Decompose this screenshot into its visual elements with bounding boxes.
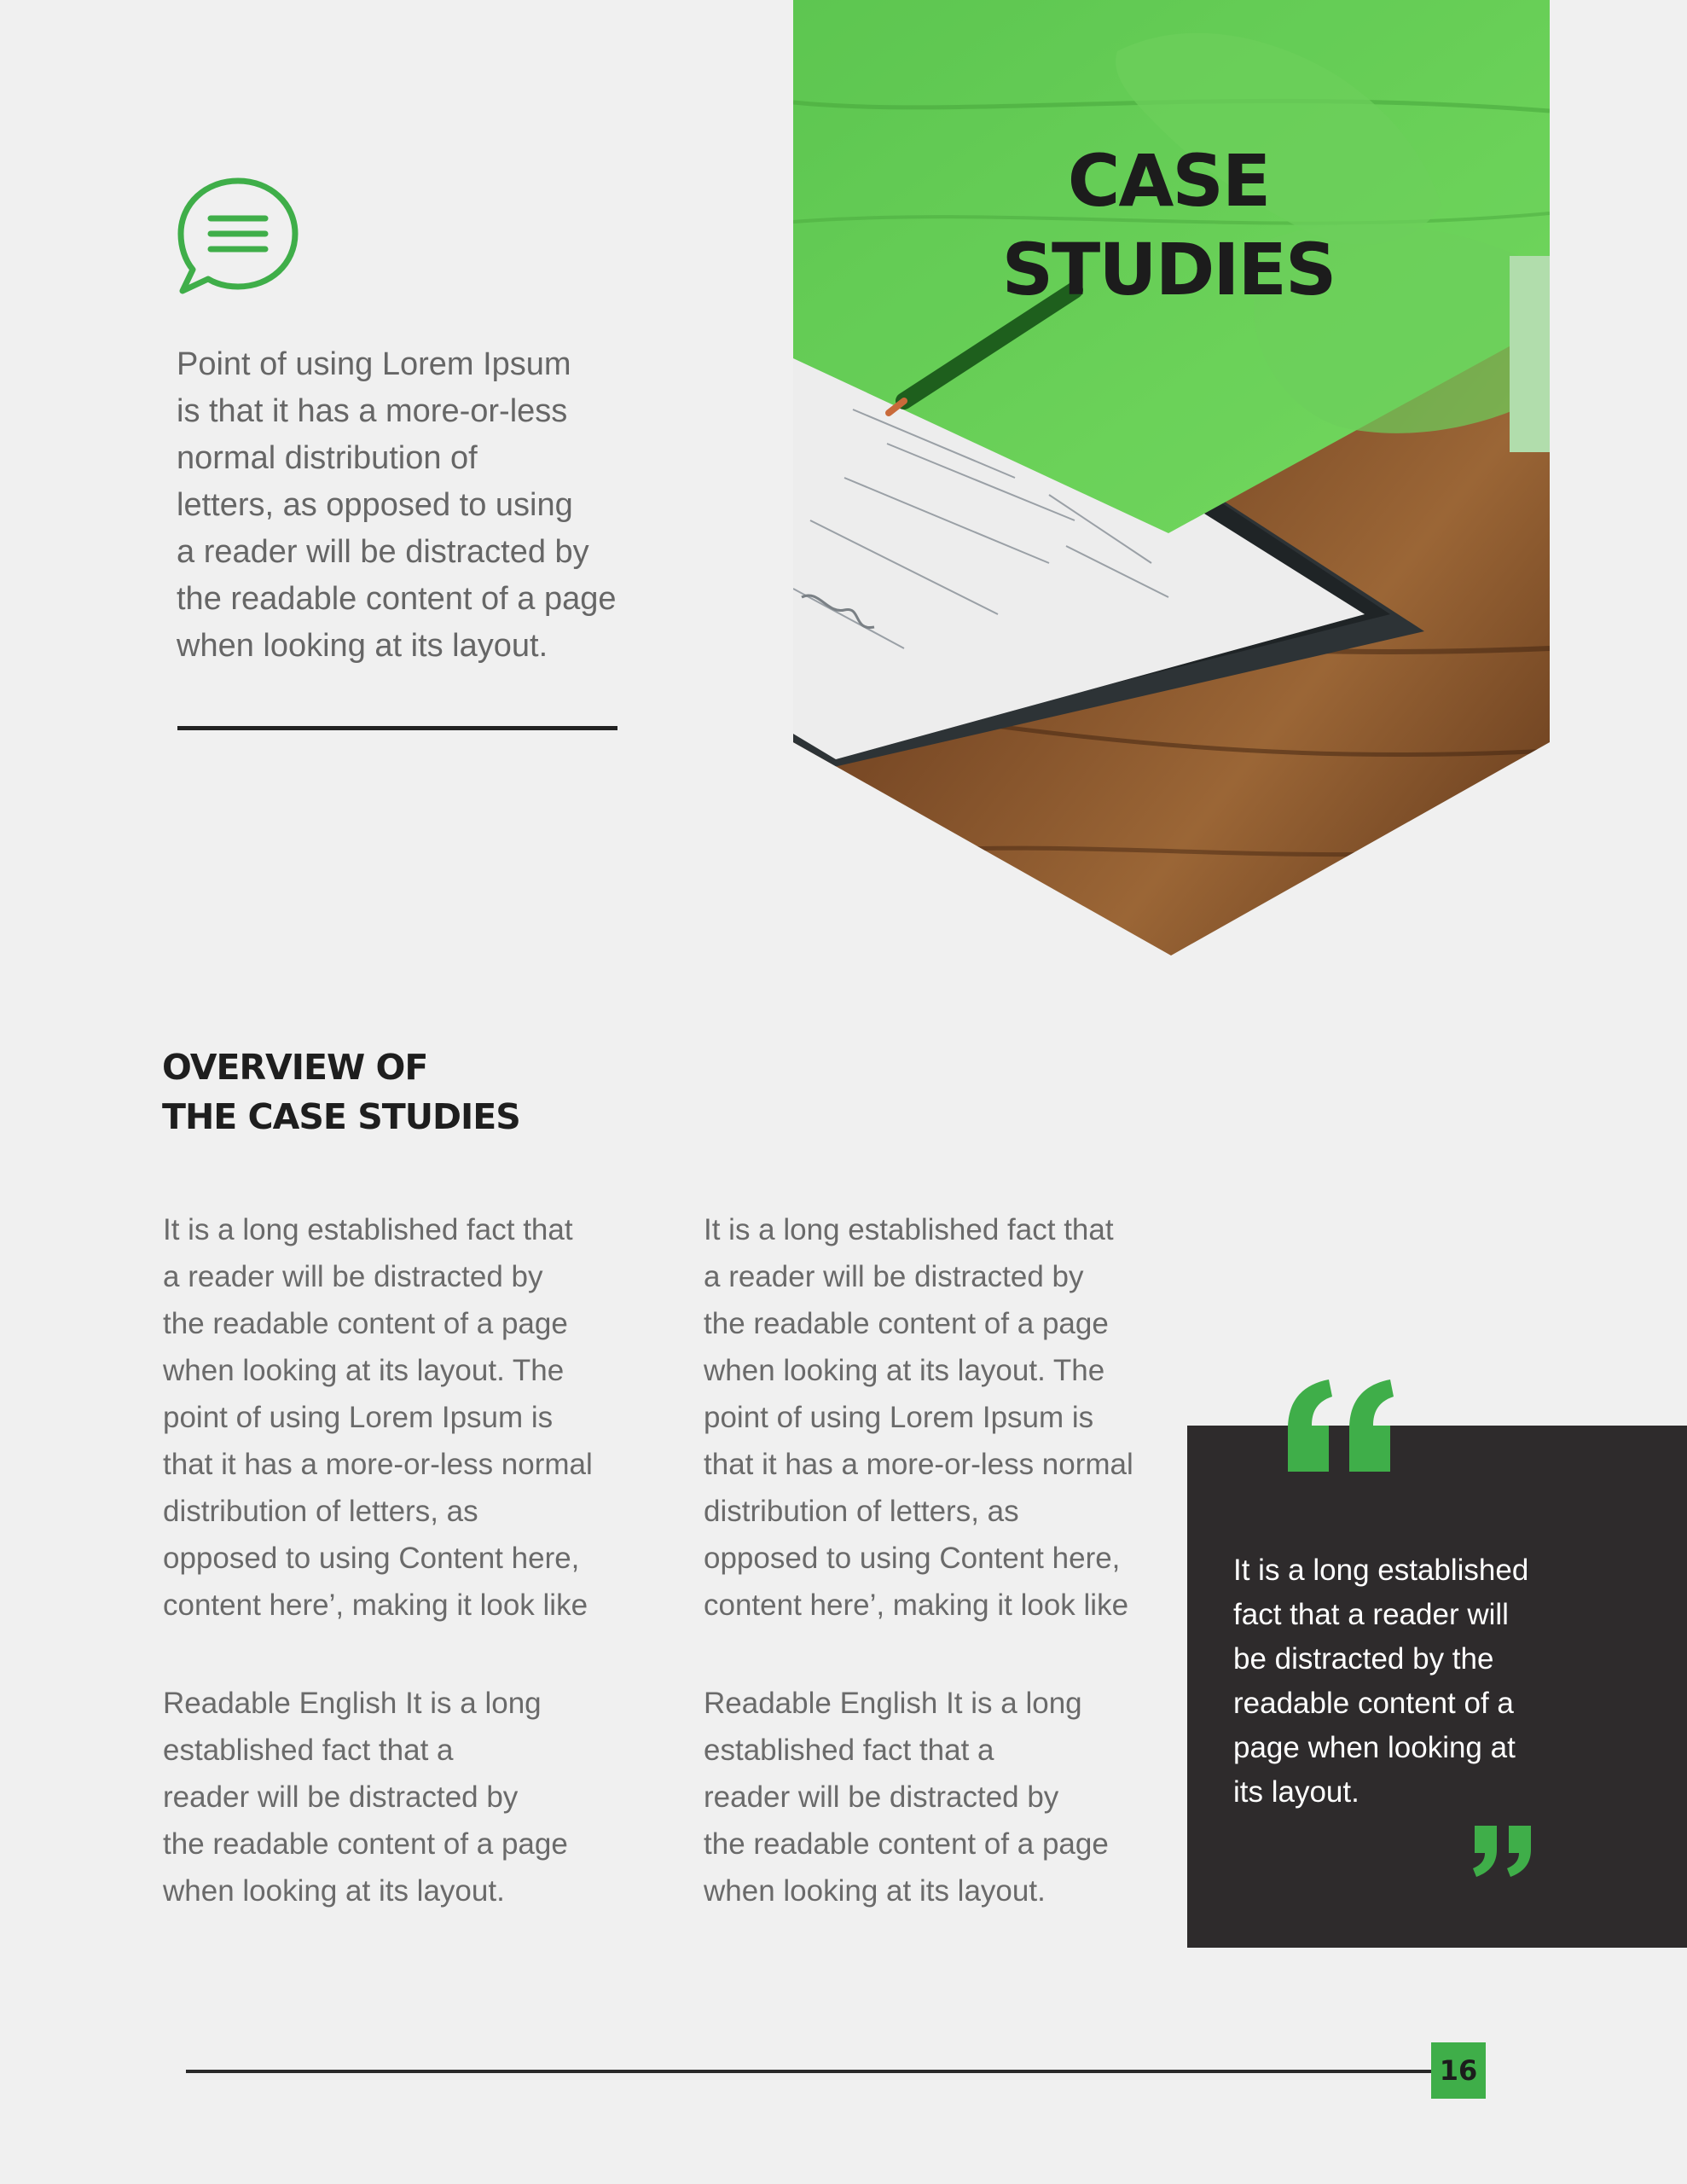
column-line: the readable content of a page — [163, 1307, 568, 1340]
overview-heading — [162, 1043, 520, 1141]
column-line: content here’, making it look like — [163, 1589, 588, 1622]
chat-bubble-icon — [174, 174, 302, 302]
quote-line: readable content of a — [1233, 1687, 1514, 1720]
overview-column-1 — [163, 1206, 641, 1914]
hero-title-line-1: CASE — [1067, 139, 1270, 223]
column-line: content here’, making it look like — [704, 1589, 1129, 1622]
column-line: Readable English It is a long — [163, 1687, 542, 1720]
overview-heading-line-2: THE CASE STUDIES — [162, 1096, 520, 1137]
quote-line: be distracted by the — [1233, 1642, 1494, 1676]
column-line: It is a long established fact that — [704, 1213, 1114, 1246]
page-number: 16 — [1431, 2042, 1486, 2099]
paragraph-gap — [704, 1629, 1181, 1680]
intro-line: a reader will be distracted by — [177, 534, 589, 570]
quote-text — [1233, 1548, 1574, 1815]
hero-title-line-2: STUDIES — [1001, 228, 1336, 311]
intro-line: letters, as opposed to using — [177, 487, 573, 523]
column-line: distribution of letters, as — [704, 1495, 1019, 1528]
footer-divider — [186, 2070, 1431, 2073]
quote-line: It is a long established — [1233, 1554, 1529, 1587]
column-line: the readable content of a page — [704, 1827, 1109, 1861]
column-line: point of using Lorem Ipsum is — [163, 1401, 554, 1434]
column-line: reader will be distracted by — [704, 1780, 1059, 1814]
intro-divider — [177, 726, 617, 730]
intro-line: when looking at its layout. — [177, 628, 548, 664]
column-line: point of using Lorem Ipsum is — [704, 1401, 1094, 1434]
intro-line: normal distribution of — [177, 440, 478, 476]
paragraph-gap — [163, 1629, 641, 1680]
overview-heading-line-1: OVERVIEW OF — [162, 1047, 428, 1088]
column-line: established fact that a — [163, 1734, 454, 1767]
column-line: the readable content of a page — [704, 1307, 1109, 1340]
quote-line: page when looking at — [1233, 1731, 1516, 1764]
intro-paragraph — [177, 341, 654, 670]
quote-line: fact that a reader will — [1233, 1598, 1509, 1631]
column-line: opposed to using Content here, — [704, 1542, 1121, 1575]
intro-line: is that it has a more-or-less — [177, 393, 568, 429]
column-line: reader will be distracted by — [163, 1780, 519, 1814]
column-line: Readable English It is a long — [704, 1687, 1082, 1720]
column-line: distribution of letters, as — [163, 1495, 478, 1528]
overview-column-2 — [704, 1206, 1181, 1914]
column-line: opposed to using Content here, — [163, 1542, 580, 1575]
hero-title — [964, 136, 1373, 314]
close-quote-icon — [1471, 1826, 1534, 1877]
column-line: that it has a more-or-less normal — [163, 1448, 593, 1481]
column-line: when looking at its layout. — [163, 1874, 505, 1908]
column-line: It is a long established fact that — [163, 1213, 573, 1246]
open-quote-icon — [1279, 1378, 1399, 1472]
intro-line: Point of using Lorem Ipsum — [177, 346, 571, 382]
column-line: when looking at its layout. The — [704, 1354, 1105, 1387]
column-line: the readable content of a page — [163, 1827, 568, 1861]
quote-line: its layout. — [1233, 1775, 1359, 1809]
column-line: established fact that a — [704, 1734, 994, 1767]
intro-line: the readable content of a page — [177, 581, 617, 617]
column-line: a reader will be distracted by — [163, 1260, 543, 1293]
column-line: a reader will be distracted by — [704, 1260, 1084, 1293]
column-line: that it has a more-or-less normal — [704, 1448, 1133, 1481]
column-line: when looking at its layout. — [704, 1874, 1046, 1908]
column-line: when looking at its layout. The — [163, 1354, 565, 1387]
